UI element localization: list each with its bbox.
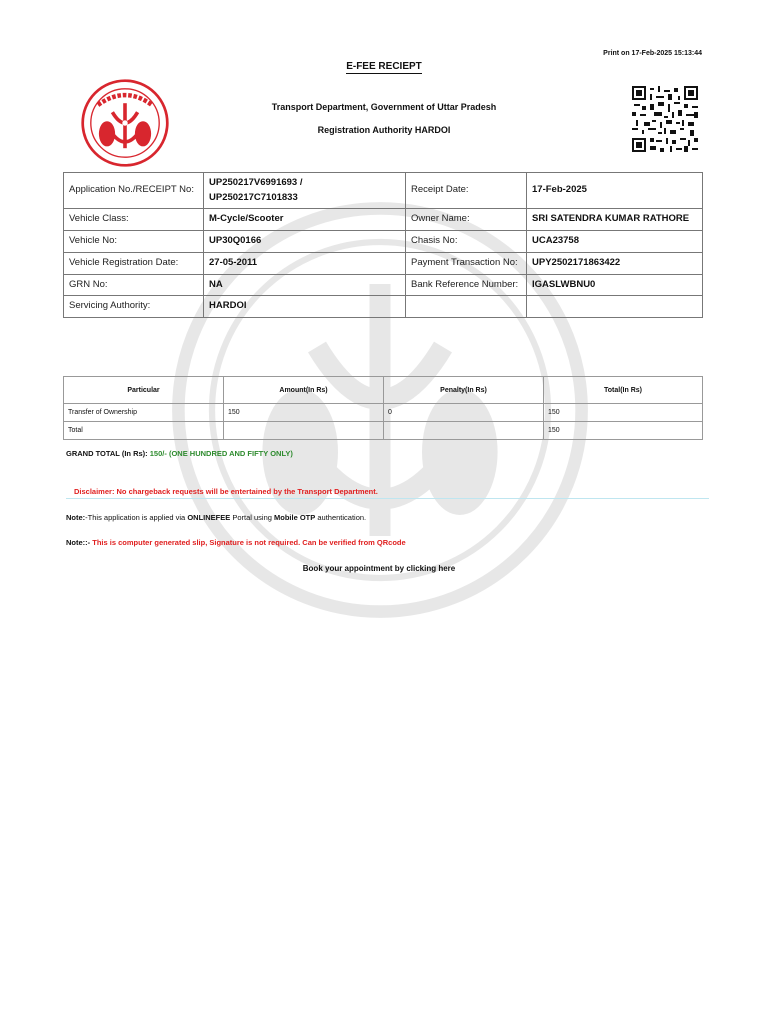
total-amount — [224, 422, 384, 440]
table-row — [64, 252, 703, 274]
book-appointment-link[interactable] — [0, 564, 758, 573]
column-header-amount: Amount(In Rs) — [224, 377, 384, 404]
table-row — [64, 404, 703, 422]
note-signature-text: This is computer generated slip, Signature is not required. Can be verified from QRcode — [92, 538, 406, 547]
fee-total: 150 — [544, 404, 703, 422]
registration-date-value: 27-05-2011 — [204, 252, 406, 274]
registration-authority: Registration Authority HARDOI — [317, 125, 451, 135]
bank-reference-label: Bank Reference Number: — [406, 274, 527, 296]
note-separator: :- — [85, 538, 93, 547]
grn-label: GRN No: — [64, 274, 204, 296]
grn-value: NA — [204, 274, 406, 296]
grand-total-label: GRAND TOTAL (In Rs): — [66, 449, 148, 458]
table-row — [64, 296, 703, 318]
total-total: 150 — [544, 422, 703, 440]
receipt-date-label: Receipt Date: — [406, 173, 527, 209]
vehicle-no-label: Vehicle No: — [64, 231, 204, 253]
disclaimer-text: Disclaimer: No chargeback requests will be entertained by the Transport Department. — [74, 487, 378, 496]
book-appointment-text[interactable]: Book your appointment by clicking here — [302, 564, 456, 573]
fee-amount: 150 — [224, 404, 384, 422]
note-signature — [66, 538, 406, 547]
receipt-title-text: E-FEE RECIEPT — [346, 61, 422, 72]
table-row — [64, 231, 703, 253]
total-penalty — [384, 422, 544, 440]
chasis-no-value: UCA23758 — [527, 231, 703, 253]
vehicle-class-value: M-Cycle/Scooter — [204, 209, 406, 231]
table-row — [64, 422, 703, 440]
application-no-line2: UP250217C7101833 — [209, 191, 298, 203]
receipt-date-value: 17-Feb-2025 — [527, 173, 703, 209]
column-header-particular: Particular — [64, 377, 224, 404]
note-text: -This application is applied via — [85, 513, 188, 522]
servicing-authority-label: Servicing Authority: — [64, 296, 204, 318]
note-prefix: Note: — [66, 538, 86, 547]
vehicle-class-label: Vehicle Class: — [64, 209, 204, 231]
vehicle-no-value: UP30Q0166 — [204, 231, 406, 253]
grand-total-value: 150/- (ONE HUNDRED AND FIFTY ONLY) — [149, 449, 293, 458]
empty-cell — [527, 296, 703, 318]
note-text: authentication. — [315, 513, 367, 522]
print-timestamp: Print on 17-Feb-2025 15:13:44 — [603, 50, 702, 57]
chasis-no-label: Chasis No: — [406, 231, 527, 253]
payment-transaction-value: UPY2502171863422 — [527, 252, 703, 274]
fee-penalty: 0 — [384, 404, 544, 422]
divider — [66, 498, 709, 499]
qr-code-icon[interactable] — [632, 86, 698, 152]
table-row — [64, 209, 703, 231]
fees-header-row — [64, 377, 703, 404]
receipt-title — [0, 61, 768, 72]
registration-date-label: Vehicle Registration Date: — [64, 252, 204, 274]
column-header-total: Total(In Rs) — [544, 377, 703, 404]
empty-cell — [406, 296, 527, 318]
up-emblem-icon — [80, 78, 170, 168]
fees-table — [63, 376, 703, 440]
table-row — [64, 173, 703, 209]
application-no-line1: UP250217V6991693 / — [209, 177, 303, 188]
owner-name-label: Owner Name: — [406, 209, 527, 231]
note-auth-method: Mobile OTP — [274, 513, 316, 522]
bank-reference-value: IGASLWBNU0 — [527, 274, 703, 296]
note-text: Portal using — [230, 513, 275, 522]
vehicle-info-table — [63, 172, 703, 318]
grand-total — [66, 449, 293, 458]
column-header-penalty: Penalty(In Rs) — [384, 377, 544, 404]
application-no-label: Application No./RECEIPT No: — [64, 173, 204, 209]
total-particular: Total — [64, 422, 224, 440]
owner-name-value: SRI SATENDRA KUMAR RATHORE — [527, 209, 703, 231]
fee-particular: Transfer of Ownership — [64, 404, 224, 422]
department-name: Transport Department, Government of Uttar Pradesh — [271, 102, 497, 112]
table-row — [64, 274, 703, 296]
application-no-value — [204, 173, 406, 209]
note-prefix: Note: — [66, 513, 86, 522]
servicing-authority-value: HARDOI — [204, 296, 406, 318]
note-portal: ONLINEFEE — [187, 513, 231, 522]
note-onlinefee — [66, 513, 366, 522]
payment-transaction-label: Payment Transaction No: — [406, 252, 527, 274]
